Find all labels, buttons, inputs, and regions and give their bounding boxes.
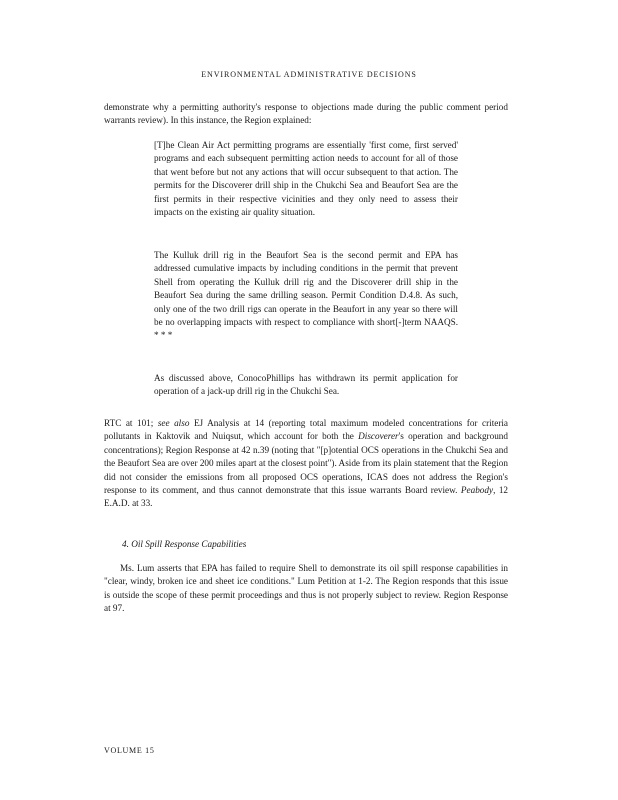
block-quote-paragraph-3: As discussed above, ConocoPhillips has withdrawn its permit application for operation of a jack-up drill rig in the Chukchi Sea. [154,373,458,397]
section-heading: 4. Oil Spill Response Capabilities [122,539,247,549]
vessel-name: Discoverer [358,431,399,442]
oil-spill-paragraph: Ms. Lum asserts that EPA has failed to require Shell to demonstrate its oil spill response capabilities in "clear, windy, broken ice and sheet ice conditions." Lum Petition at 1-2. The Region responds that this issue is outside the scope of these permit proceedings and thus is not properly subject to review. Region Response at 97. [104,563,508,614]
intro-paragraph: demonstrate why a permitting authority's response to objections made during the public comment period warrants review). In this instance, the Region explained: [104,102,508,126]
block-quote-paragraph-1: [T]he Clean Air Act permitting programs are essentially 'first come, first served' programs and each subsequent permitting action needs to account for all of those that went before but not any actions that will occur subsequent to that action. The permits for the Discoverer drill ship in the Chukchi Sea and Beaufort Sea are the first permits in their respective vicinities and they only need to assess their impacts on the existing air quality situation. [154,140,458,218]
block-quote-paragraph-2: The Kulluk drill rig in the Beaufort Sea is the second permit and EPA has addressed cumulative impacts by including conditions in the permit that prevent Shell from operating the Kulluk drill rig and the Discoverer drill ship in the Beaufort Sea during the same drilling season. Permit Condition D.4.8. As such, only one of the two drill rigs can operate in the Beaufort in any year so there will be no overlapping impacts with respect to compliance with short[-]term NAAQS. * * * [154,250,458,341]
citation-signal: see also [157,418,190,428]
case-name: Peabody [460,485,494,496]
text-run: RTC at 101; [104,418,158,428]
text-run: , 12 E.A.D. at 33. [104,485,509,509]
discussion-paragraph [104,417,508,511]
running-header: ENVIRONMENTAL ADMINISTRATIVE DECISIONS [201,70,417,79]
text-run: 's operation and background concentrations); Region Response at 42 n.39 (noting that "[p]otential OCS operations in the Chukchi Sea and the Beaufort Sea are over 200 miles apart at the closest point"). Aside from its plain statement that the Region did not consider the emissions from all proposed OCS operations, ICAS does not address the Region's response to its comment, and thus cannot demonstrate that this issue warrants Board review. [104,431,508,496]
volume-footer: VOLUME 15 [104,746,155,755]
text-run: EJ Analysis at 14 (reporting total maximum modeled concentrations for criteria pollutants in Kaktovik and Nuiqsut, which account for both the [104,418,509,442]
